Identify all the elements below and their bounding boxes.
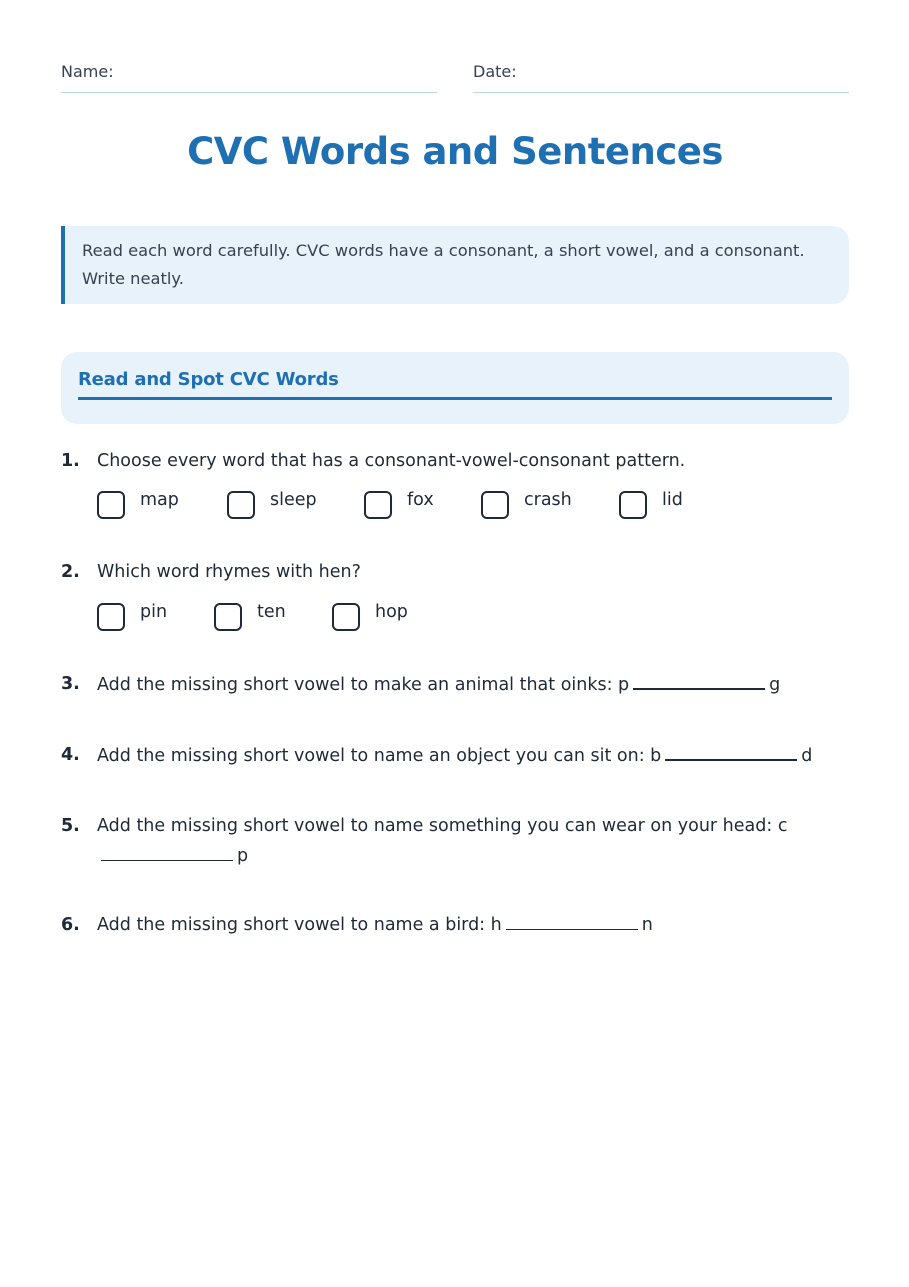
- question-number: 5.: [61, 816, 80, 836]
- instructions-box: [61, 226, 849, 304]
- option-label: pin: [140, 602, 168, 622]
- answer-blank[interactable]: [633, 674, 765, 690]
- option-label: sleep: [270, 490, 317, 510]
- instructions-line-2: Write neatly.: [82, 269, 184, 288]
- name-field[interactable]: [61, 62, 437, 93]
- checkbox[interactable]: [481, 491, 509, 519]
- question-text: Add the missing short vowel to name an object you can sit on: b: [97, 746, 662, 766]
- question-text-wrap: [97, 745, 812, 766]
- question-text: Add the missing short vowel to name something you can wear on your head: c: [97, 816, 788, 836]
- section-header: [61, 352, 849, 424]
- checkbox[interactable]: [214, 603, 242, 631]
- option-label: lid: [662, 490, 683, 510]
- date-field[interactable]: [473, 62, 849, 93]
- question-number: 4.: [61, 745, 80, 765]
- header-row: [61, 62, 849, 92]
- question-number: 6.: [61, 915, 80, 935]
- checkbox[interactable]: [332, 603, 360, 631]
- question-text: Add the missing short vowel to name a bird: h: [97, 915, 502, 935]
- checkbox[interactable]: [97, 491, 125, 519]
- question-suffix: p: [237, 846, 249, 866]
- instructions-line-1: Read each word carefully. CVC words have a consonant, a short vowel, and a consonant.: [82, 241, 805, 260]
- answer-blank[interactable]: [665, 745, 797, 761]
- question-suffix: n: [641, 915, 653, 935]
- option-label: ten: [257, 602, 286, 622]
- question-suffix: d: [801, 746, 813, 766]
- answer-blank[interactable]: [101, 846, 233, 861]
- page-title: CVC Words and Sentences: [187, 130, 723, 173]
- question-text: Choose every word that has a consonant-vowel-consonant pattern.: [97, 451, 686, 471]
- section-title: Read and Spot CVC Words: [78, 369, 832, 400]
- question-text: Add the missing short vowel to make an animal that oinks: p: [97, 675, 630, 695]
- option-label: fox: [407, 490, 434, 510]
- option-label: map: [140, 490, 179, 510]
- checkbox[interactable]: [227, 491, 255, 519]
- question-number: 1.: [61, 451, 80, 471]
- option-label: crash: [524, 490, 572, 510]
- checkbox[interactable]: [619, 491, 647, 519]
- checkbox[interactable]: [97, 603, 125, 631]
- question-suffix: g: [769, 675, 781, 695]
- question-5-answer-line: [97, 846, 248, 866]
- checkbox[interactable]: [364, 491, 392, 519]
- question-text: Which word rhymes with hen?: [97, 562, 361, 582]
- option-label: hop: [375, 602, 408, 622]
- question-number: 2.: [61, 562, 80, 582]
- name-label: Name:: [61, 62, 114, 81]
- question-text-wrap: [97, 674, 780, 695]
- question-number: 3.: [61, 674, 80, 694]
- answer-blank[interactable]: [506, 915, 638, 930]
- question-text-wrap: [97, 915, 653, 935]
- question-5: [61, 816, 849, 876]
- date-label: Date:: [473, 62, 517, 81]
